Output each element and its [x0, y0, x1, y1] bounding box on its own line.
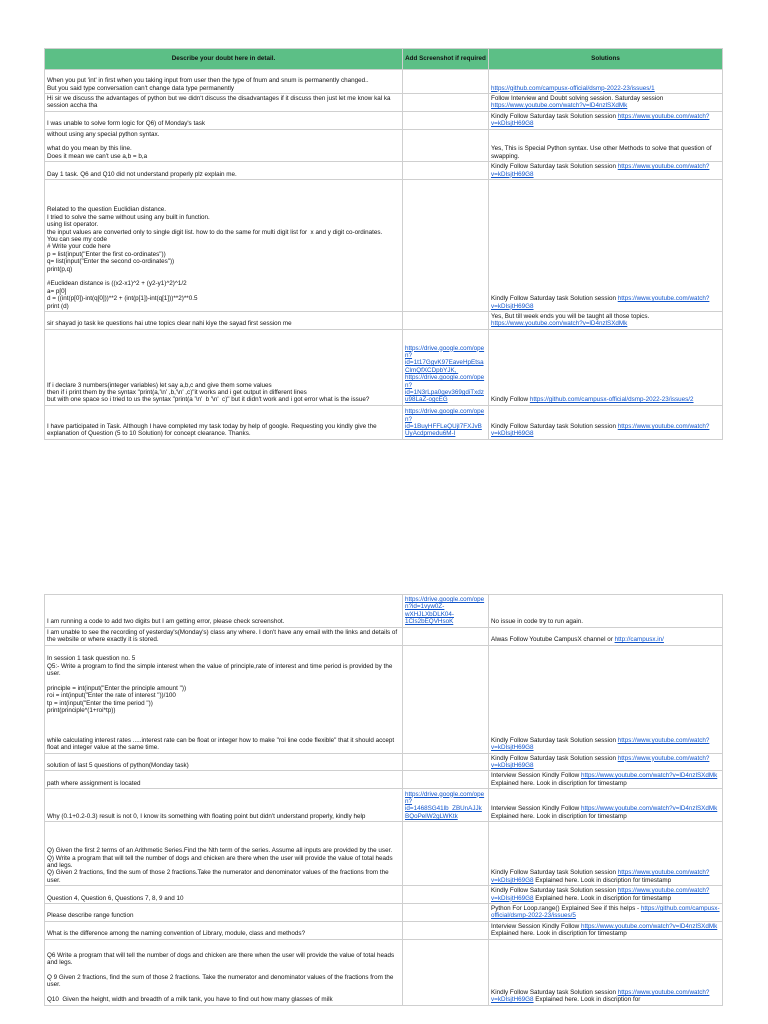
solution-text: Python For Loop.range() Explained See if this helps -	[491, 905, 641, 913]
screenshot-link[interactable]: https://drive.google.com/open?id=1vyw0Z-wXHJLXbDLK04-1Cls2bEQVHsoK	[405, 596, 485, 626]
solution-note: Explained here. Look in discription for timestamp	[491, 805, 720, 820]
screenshot-cell[interactable]	[403, 111, 489, 129]
solution-link[interactable]: https://www.youtube.com/watch?v=kDIsjtH69G8	[491, 736, 710, 752]
solution-note: Explained here. Look in discription for timestamp	[533, 894, 672, 902]
screenshot-cell[interactable]	[403, 180, 489, 312]
doubt-cell[interactable]: I was unable to solve form logic for Q6) of Monday's task	[45, 111, 403, 129]
solution-cell[interactable]	[489, 939, 723, 1005]
table-body-2	[45, 595, 723, 1006]
solution-text: Yes, This is Special Python syntax. Use other Methods to solve that question of swapping.	[491, 145, 714, 160]
solution-text: Interview Session Kindly Follow	[491, 922, 581, 930]
doubt-cell[interactable]: Hi sir we discuss the advantages of python but we didn't discuss the disadvantages if it discuss then just let me know kal ka session accha tha	[45, 94, 403, 112]
solution-link[interactable]: https://github.com/campusx-official/dsmp-2022-23/issues/1	[491, 84, 655, 92]
solution-cell[interactable]	[489, 886, 723, 904]
solution-link[interactable]: https://www.youtube.com/watch?v=lD4nzlSXdMk	[491, 320, 628, 328]
table-row	[45, 904, 723, 922]
solution-cell[interactable]	[489, 645, 723, 753]
table-row	[45, 921, 723, 939]
screenshot-cell[interactable]	[403, 771, 489, 789]
table-row	[45, 595, 723, 628]
solution-link[interactable]: https://www.youtube.com/watch?v=kDIsjtH69G8	[491, 423, 710, 438]
solution-cell[interactable]	[489, 753, 723, 771]
doubt-cell[interactable]: Related to the question Euclidian distance. I tried to solve the same without using any built in function. using list operator. the input values are converted only to single digit list. how to do the same for multi digit list for x and y digit co-ordinates. You can see my code # Write your code here p = list(input("Enter the first co-ordinates")) q= list(input("Enter the second co-ordinates")) print(p,q) #Euclidean distance is ((x2-x1)^2 + (y2-y1)^2)^1/2 a= p[0] d = ((int(p[0])-int(q[0]))**2 + (int(p[1])-int(q[1]))**2)**0.5 print (d)	[45, 180, 403, 312]
solution-cell[interactable]	[489, 180, 723, 312]
doubt-cell[interactable]: Q6 Write a program that will tell the number of dogs and chicken are there when the user will provide the value of total heads and legs. Q 9 Given 2 fractions, find the sum of those 2 fractions. Take the numerator and denominator values of the fractions from the user. Q10 Given the height, width and breadth of a milk tank, you have to find out how many glasses of milk	[45, 939, 403, 1005]
doubt-cell[interactable]: path where assignment is located	[45, 771, 403, 789]
doubt-cell[interactable]: When you put 'int' in first when you taking input from user then the type of fnum and snum is permanently changed.. But you said type conversation can't change data type permanently	[45, 70, 403, 94]
solution-text: Alwas Follow Youtube CampusX channel or	[491, 636, 615, 644]
screenshot-cell[interactable]	[403, 627, 489, 645]
table-row	[45, 180, 723, 312]
solution-text: Kindly Follow Saturday task Solution session	[491, 423, 618, 431]
doubt-cell[interactable]: Day 1 task. Q6 and Q10 did not understand properly plz explain me.	[45, 162, 403, 180]
doubt-cell[interactable]: I am unable to see the recording of yesterday's(Monday's) class any where. I don't have any email with the links and details of the website or where exactly it is stored.	[45, 627, 403, 645]
doubt-cell[interactable]: sir shayad jo task ke questions hai utne topics clear nahi kiye the sayad first session me	[45, 312, 403, 330]
solution-text: Kindly Follow Saturday task Solution session	[491, 887, 618, 895]
solution-cell[interactable]	[489, 904, 723, 922]
solution-text: No issue in code try to run again.	[491, 618, 584, 626]
solution-note: Explained here. Look in discription for timestamp	[533, 876, 672, 884]
solution-note: Explained here. Look in discription for timestamp	[491, 922, 720, 938]
table-row	[45, 939, 723, 1005]
table-body-1	[45, 70, 723, 440]
doubt-cell[interactable]: I am running a code to add two digits but I am getting error, please check screenshot.	[45, 595, 403, 628]
table-row	[45, 886, 723, 904]
solution-cell[interactable]	[489, 822, 723, 886]
screenshot-cell[interactable]	[403, 789, 489, 822]
solution-link[interactable]: https://www.youtube.com/watch?v=lD4nzlSXdMk	[580, 805, 718, 813]
solution-link[interactable]: https://www.youtube.com/watch?v=kDIsjtH69G8	[491, 988, 710, 1004]
table-row	[45, 70, 723, 94]
table-row	[45, 822, 723, 886]
screenshot-cell[interactable]	[403, 753, 489, 771]
doubts-sheet-part-1	[44, 48, 722, 440]
solution-link[interactable]: https://github.com/campusx-official/dsmp-2022-23/issues/2	[529, 396, 694, 404]
solution-cell[interactable]	[489, 111, 723, 129]
screenshot-cell[interactable]	[403, 939, 489, 1005]
doubt-cell[interactable]: Question 4, Question 6, Questions 7, 8, 9 and 10	[45, 886, 403, 904]
solution-note: Explained here. Look in discription for timestamp	[491, 772, 720, 787]
screenshot-cell[interactable]	[403, 405, 489, 439]
screenshot-cell[interactable]	[403, 904, 489, 922]
table-row	[45, 753, 723, 771]
screenshot-cell[interactable]	[403, 312, 489, 330]
solution-cell[interactable]	[489, 627, 723, 645]
solution-cell[interactable]	[489, 312, 723, 330]
doubt-cell[interactable]: without using any special python syntax. what do you mean by this line. Does it mean we can't use a,b = b,a	[45, 129, 403, 162]
solution-link[interactable]: https://www.youtube.com/watch?v=kDIsjtH69G8	[491, 754, 710, 770]
solution-cell[interactable]	[489, 70, 723, 94]
doubt-cell[interactable]: Please describe range function	[45, 904, 403, 922]
screenshot-cell[interactable]	[403, 645, 489, 753]
solution-cell[interactable]	[489, 789, 723, 822]
solution-text: Kindly Follow Saturday task Solution session	[491, 112, 618, 120]
table-row	[45, 312, 723, 330]
solution-text: Yes, But till week ends you will be taught all those topics.	[491, 313, 653, 321]
table-row	[45, 129, 723, 162]
table-row	[45, 645, 723, 753]
solution-link[interactable]: https://www.youtube.com/watch?v=kDIsjtH69G8	[491, 295, 710, 310]
solution-text: Kindly Follow Saturday task Solution session	[491, 754, 618, 762]
table-row	[45, 111, 723, 129]
solution-link[interactable]: https://www.youtube.com/watch?v=lD4nzlSXdMk	[580, 922, 718, 930]
solution-note: Explained here. Look in discription for	[533, 996, 641, 1004]
solution-link[interactable]: https://www.youtube.com/watch?v=kDIsjtH69G8	[491, 163, 710, 178]
screenshot-cell[interactable]	[403, 921, 489, 939]
screenshot-cell[interactable]	[403, 70, 489, 94]
solution-cell[interactable]	[489, 329, 723, 405]
screenshot-cell[interactable]	[403, 595, 489, 628]
header-solutions[interactable]: Solutions	[489, 49, 723, 70]
solution-text: Kindly Follow Saturday task Solution session	[491, 869, 618, 877]
solution-cell[interactable]	[489, 162, 723, 180]
solution-link[interactable]: https://www.youtube.com/watch?v=kDIsjtH69G8	[491, 869, 710, 884]
solution-text: Follow Interview and Doubt solving session. Saturday session	[491, 95, 665, 102]
table-row	[45, 329, 723, 405]
solution-text: Kindly Follow Saturday task Solution session	[491, 163, 618, 171]
solution-cell[interactable]	[489, 921, 723, 939]
doubt-cell[interactable]: Q) Given the first 2 terms of an Arithmetic Series.Find the Nth term of the series. Assume all inputs are provided by the user. Q) Write a program that will tell the number of dogs and chicken are there when the user will provide the value of total heads and legs. Q) Given 2 fractions, find the sum of those 2 fractions.Take the numerator and denominator values of the fractions from the user.	[45, 822, 403, 886]
solution-cell[interactable]	[489, 595, 723, 628]
doubt-cell[interactable]: What is the difference among the naming convention of Library, module, class and methods?	[45, 921, 403, 939]
solution-text: Kindly Follow Saturday task Solution session	[491, 736, 618, 744]
doubts-table-2	[44, 594, 723, 1006]
screenshot-cell[interactable]	[403, 162, 489, 180]
table-row	[45, 405, 723, 439]
header-doubt[interactable]: Describe your doubt here in detail.	[45, 49, 403, 70]
solution-cell[interactable]	[489, 129, 723, 162]
doubt-cell[interactable]: I have participated in Task. Although I have completed my task today by help of google. Requesting you kindly give the explanation of Question (5 to 10 Solution) for concept clearance. Thanks.	[45, 405, 403, 439]
doubt-cell[interactable]: solution of last 5 questions of python(Monday task)	[45, 753, 403, 771]
doubts-table-1	[44, 48, 723, 440]
solution-text: Kindly Follow Saturday task Solution session	[491, 988, 618, 996]
table-row	[45, 627, 723, 645]
screenshot-cell[interactable]	[403, 822, 489, 886]
screenshot-cell[interactable]	[403, 886, 489, 904]
solution-link[interactable]: http://campusx.in/	[614, 636, 664, 644]
solution-text: Kindly Follow Saturday task Solution session	[491, 295, 618, 303]
solution-link[interactable]: https://github.com/campusx-official/dsmp-2022-23/issues/5	[491, 905, 720, 920]
table-row	[45, 789, 723, 822]
doubts-sheet-part-2	[44, 594, 722, 1006]
screenshot-link[interactable]: https://drive.google.com/open?id=1t17GgvK97EaveHpEtsaClmQfXCDpbYJK, https://drive.google.com/open?id=1N3rLpa0gev369gdiTxdzu98LaZ-ogcEG	[405, 344, 485, 404]
solution-link[interactable]: https://www.youtube.com/watch?v=lD4nzlSXdMk	[491, 102, 628, 110]
screenshot-cell[interactable]	[403, 129, 489, 162]
screenshot-link[interactable]: https://drive.google.com/open?id=1468SG41lb_ZBUnAJJkBQoPelW2gLWKtk	[405, 790, 485, 820]
solution-cell[interactable]	[489, 94, 723, 112]
screenshot-cell[interactable]	[403, 94, 489, 112]
screenshot-link[interactable]: https://drive.google.com/open?id=1BuyHFFLeQUjI7FXJvBUyAcdpmedu6M-I	[405, 408, 485, 438]
solution-text: Kindly Follow	[491, 396, 530, 404]
solution-text: Interview Session Kindly Follow	[491, 805, 581, 813]
header-screenshot[interactable]: Add Screenshot if required	[403, 49, 489, 70]
solution-link[interactable]: https://www.youtube.com/watch?v=kDIsjtH69G8	[491, 887, 710, 902]
solution-link[interactable]: https://www.youtube.com/watch?v=lD4nzlSXdMk	[580, 772, 718, 780]
solution-text: Interview Session Kindly Follow	[491, 772, 581, 780]
doubt-cell[interactable]: If i declare 3 numbers(integer variables) let say a,b,c and give them some values then if i print them by the syntax "print(a,'\n' ,b,'\n' ,c)"it works and i get output in different lines but with one space so i tried to us the syntax "print(a '\n' b '\n' c)" but it didn't work and i got error what is the issue?	[45, 329, 403, 405]
solution-link[interactable]: https://www.youtube.com/watch?v=kDIsjtH69G8	[491, 112, 710, 128]
doubt-cell[interactable]: Why (0.1+0.2-0.3) result is not 0, I know its something with floating point but didn't understand properly, kindly help	[45, 789, 403, 822]
screenshot-cell[interactable]	[403, 329, 489, 405]
table-row	[45, 162, 723, 180]
doubt-cell[interactable]: In session 1 task question no. 5 Q5:- Write a program to find the simple interest when the value of principle,rate of interest and time period is provided by the user. principle = int(input("Enter the principle amount ")) roi = int(input("Enter the rate of interest "))/100 tp = int(input("Enter the time period ")) print(principle*(1+roi*tp)) while calculating interest rates .....interest rate can be float or integer how to make "roi line code flexible" that it should accept float and integer value at the same time.	[45, 645, 403, 753]
solution-cell[interactable]	[489, 771, 723, 789]
table-row	[45, 94, 723, 112]
table-row	[45, 771, 723, 789]
solution-cell[interactable]	[489, 405, 723, 439]
header-row	[45, 49, 723, 70]
